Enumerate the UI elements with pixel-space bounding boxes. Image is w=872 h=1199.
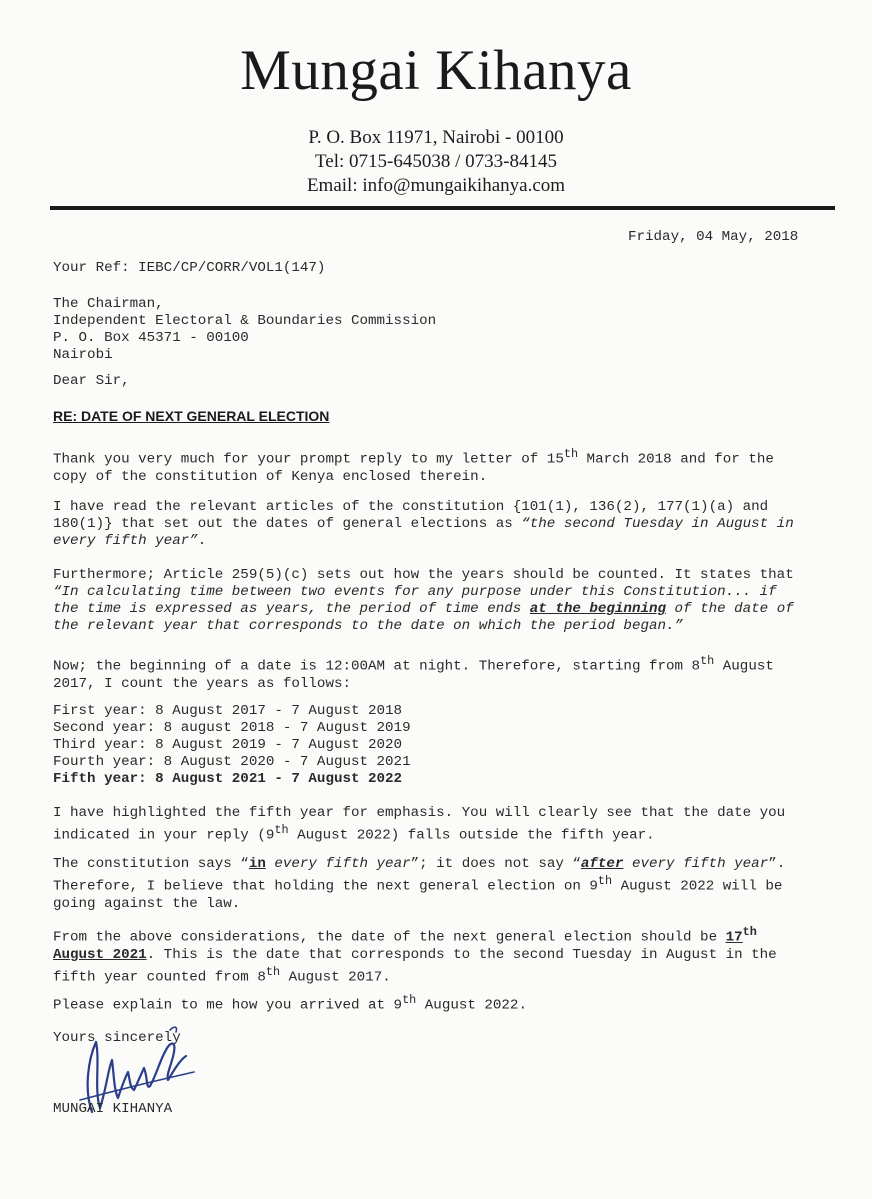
letterhead-address: P. O. Box 11971, Nairobi - 00100: [308, 127, 564, 148]
paragraph-2: I have read the relevant articles of the constitution {101(1), 136(2), 177(1)(a) and 180(1)} that set out the dates of general elections as “the second Tuesday in August in every fifth year”.: [53, 499, 794, 549]
your-ref: Your Ref: IEBC/CP/CORR/VOL1(147): [53, 260, 326, 276]
paragraph-1: Thank you very much for your prompt reply to my letter of 15th March 2018 and for the copy of the constitution of Kenya enclosed therein.: [53, 447, 774, 485]
recipient-line: The Chairman,: [53, 296, 164, 312]
paragraph-3: Furthermore; Article 259(5)(c) sets out how the years should be counted. It states that “In calculating time between two events for any purpose under this Constitution... if the time is expressed as years, the period of time ends at the beginning of the date of the relevant year that corresponds to the date on which the period began.”: [53, 567, 794, 634]
closing: Yours sincerely: [53, 1030, 181, 1046]
letter-date: Friday, 04 May, 2018: [628, 229, 799, 245]
signer-name: MUNGAI KIHANYA: [53, 1101, 173, 1117]
list-item: Fourth year: 8 August 2020 - 7 August 2021: [53, 754, 411, 770]
paragraph-6: The constitution says “in every fifth year”; it does not say “after every fifth year”. Therefore, I believe that holding the next general election on 9th August 2022 will be going against the law.: [53, 856, 786, 912]
recipient-address: [53, 296, 436, 364]
paragraph-8: Please explain to me how you arrived at 9th August 2022.: [53, 993, 527, 1014]
subject-line: RE: DATE OF NEXT GENERAL ELECTION: [53, 408, 330, 424]
salutation: Dear Sir,: [53, 373, 130, 389]
letterhead-email: Email: info@mungaikihanya.com: [306, 175, 566, 196]
recipient-line: Nairobi: [53, 347, 113, 363]
recipient-line: Independent Electoral & Boundaries Commission: [53, 313, 437, 329]
letterhead-tel: Tel: 0715-645038 / 0733-84145: [315, 151, 557, 172]
paragraph-7: From the above considerations, the date of the next general election should be 17th August 2021. This is the date that corresponds to the second Tuesday in August in the fifth year counted from 8th August 2017.: [53, 925, 777, 986]
paragraph-4: Now; the beginning of a date is 12:00AM at night. Therefore, starting from 8th August 2017, I count the years as follows:: [53, 654, 774, 692]
list-item: Third year: 8 August 2019 - 7 August 2020: [53, 737, 403, 753]
letterhead-name: Mungai Kihanya: [240, 39, 632, 102]
list-item: Second year: 8 august 2018 - 7 August 2019: [53, 720, 411, 736]
paragraph-5: I have highlighted the fifth year for emphasis. You will clearly see that the date you indicated in your reply (9th August 2022) falls outside the fifth year.: [53, 805, 786, 844]
list-item: First year: 8 August 2017 - 7 August 2018: [53, 703, 403, 719]
letterhead: [0, 36, 872, 106]
list-item-highlighted: Fifth year: 8 August 2021 - 7 August 2022: [53, 771, 403, 787]
year-list: [53, 703, 411, 788]
letterhead-contact: [0, 126, 872, 198]
letterhead-divider: [50, 206, 835, 210]
recipient-line: P. O. Box 45371 - 00100: [53, 330, 249, 346]
